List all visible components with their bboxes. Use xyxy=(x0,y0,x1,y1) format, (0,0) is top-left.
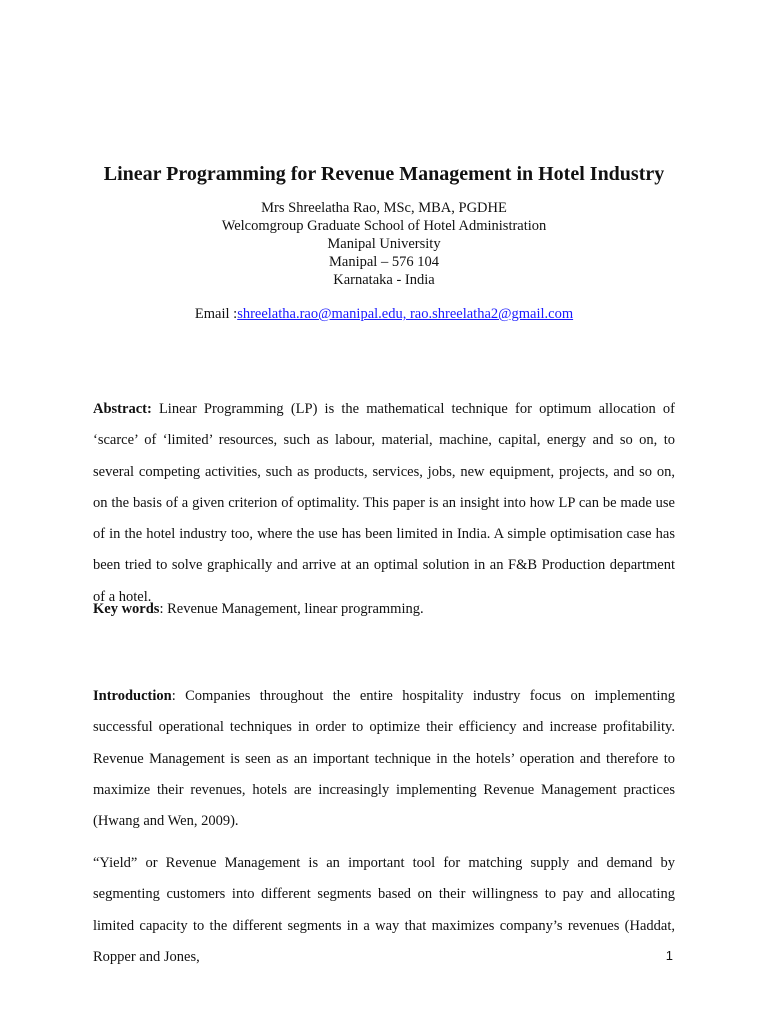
author-city: Manipal – 576 104 xyxy=(329,254,439,270)
email-label: Email : xyxy=(194,306,238,322)
introduction-heading: Introduction xyxy=(93,688,172,704)
yield-paragraph: “Yield” or Revenue Management is an important tool for matching supply and demand by segmenting customers into different segments based on their willingness to pay and allocating limited capacity to the different segments in a way that maximizes company’s revenues (Haddat, Ropper and Jones, xyxy=(93,855,675,965)
email-line xyxy=(0,305,768,323)
paper-title: Linear Programming for Revenue Management in Hotel Industry xyxy=(103,163,665,185)
keywords-heading: Key words xyxy=(93,601,160,617)
introduction-text: : Companies throughout the entire hospitality industry focus on implementing successful operational techniques in order to optimize their efficiency and increase profitability. Revenue Management is seen as an important technique in the hotels’ operation and therefore to maximize their revenues, hotels are increasingly implementing Revenue Management practices (Hwang and Wen, 2009). xyxy=(93,688,675,830)
author-block xyxy=(0,199,768,289)
keywords-text: : Revenue Management, linear programming. xyxy=(159,601,424,617)
email-link[interactable]: shreelatha.rao@manipal.edu, rao.shreelatha2@gmail.com xyxy=(237,306,574,322)
page-number: 1 xyxy=(665,948,673,963)
keywords-paragraph xyxy=(93,594,675,625)
author-name: Mrs Shreelatha Rao, MSc, MBA, PGDHE xyxy=(261,200,507,216)
abstract-text: Linear Programming (LP) is the mathematical technique for optimum allocation of ‘scarce’ of ‘limited’ resources, such as labour, material, machine, capital, energy and so on, to several competing activities, such as products, services, jobs, new equipment, projects, and so on, on the basis of a given criterion of optimality. This paper is an insight into how LP can be made use of in the hotel industry too, where the use has been limited in India. A simple optimisation case has been tried to solve graphically and arrive at an optimal solution in an F&B Production department of a hotel. xyxy=(93,401,675,605)
abstract-heading: Abstract: xyxy=(93,401,152,417)
abstract-paragraph xyxy=(93,394,675,613)
author-university: Manipal University xyxy=(327,236,441,252)
author-country: Karnataka - India xyxy=(333,272,435,288)
introduction-paragraph xyxy=(93,681,675,837)
author-affiliation: Welcomgroup Graduate School of Hotel Administration xyxy=(221,218,547,234)
